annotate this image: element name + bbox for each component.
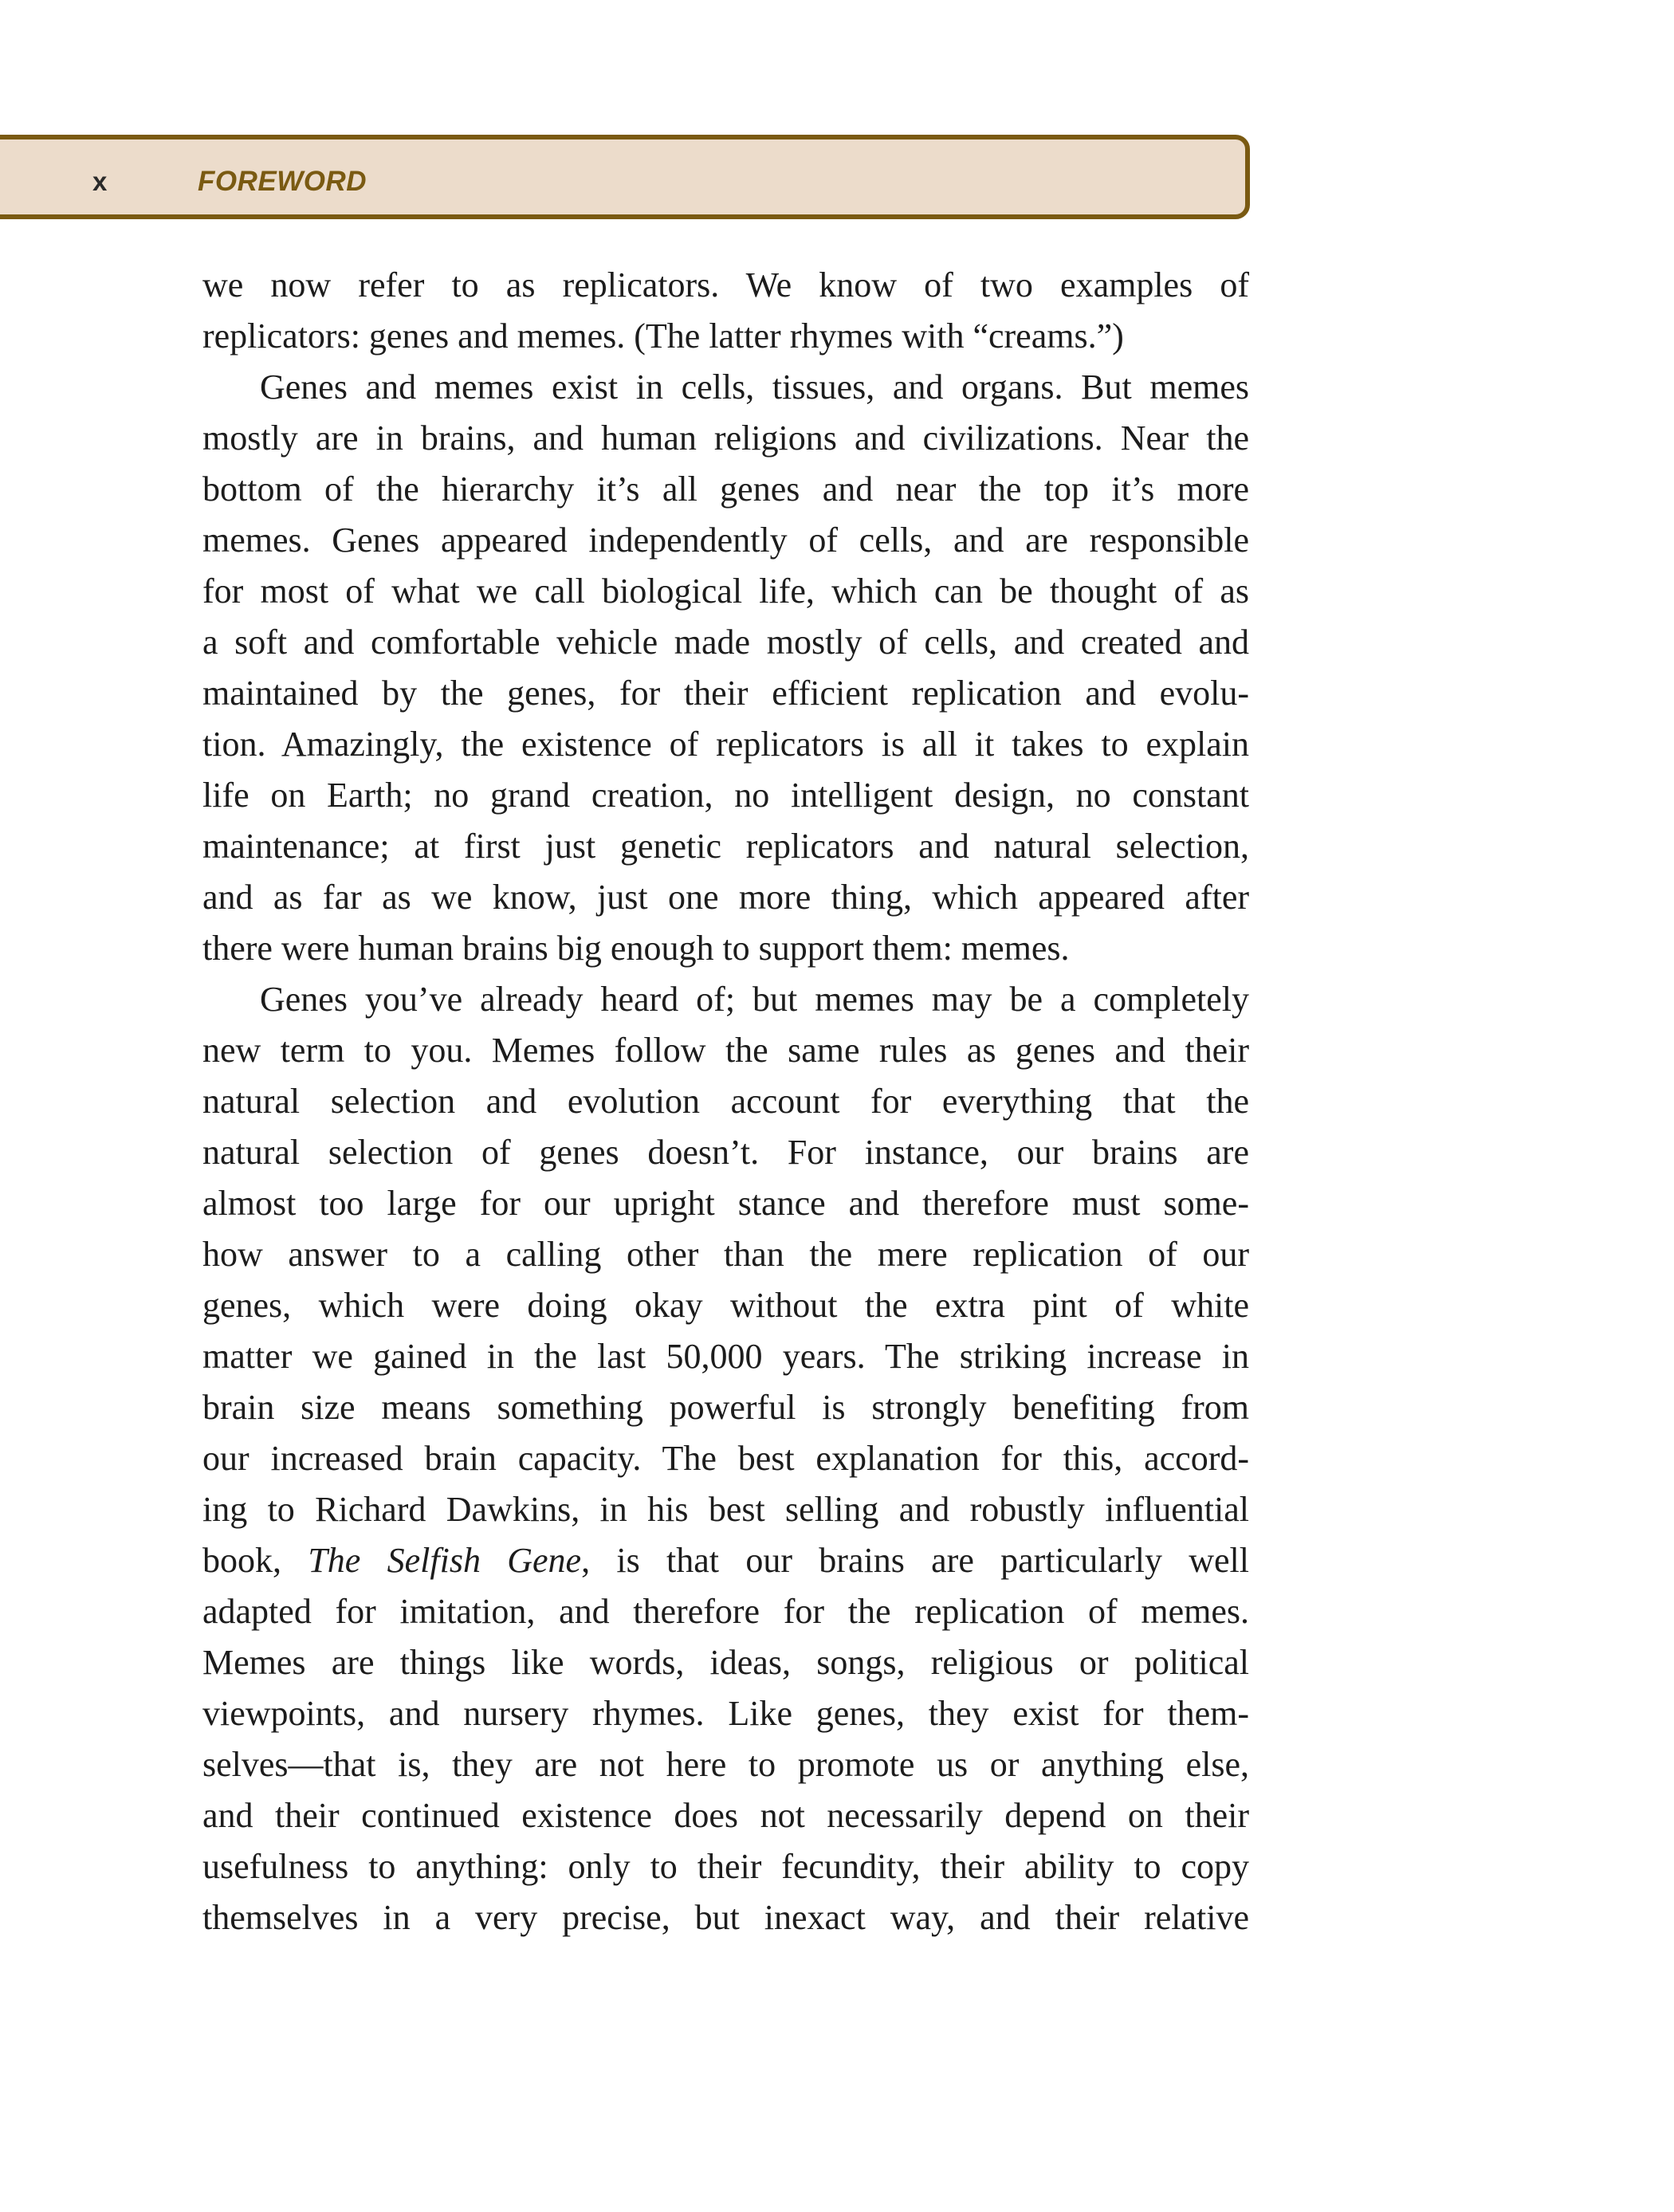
text-line: mostly are in brains, and human religions and civilizations. Near the — [202, 418, 1249, 458]
text-line: there were human brains big enough to support them: memes. — [202, 929, 1070, 968]
text-line: memes. Genes appeared independently of cells, and are responsible — [202, 521, 1249, 560]
book-line-after: , is that our brains are particularly well — [581, 1541, 1250, 1580]
text-line: ing to Richard Dawkins, in his best selling and robustly influential — [202, 1490, 1249, 1529]
book-line-before: book, — [202, 1541, 281, 1580]
text-line: Genes and memes exist in cells, tissues, and organs. But memes — [260, 367, 1249, 407]
running-head-title: FOREWORD — [198, 166, 367, 197]
page-number: x — [92, 167, 108, 196]
text-line-book-title — [202, 1535, 1249, 1586]
text-line: viewpoints, and nursery rhymes. Like genes, they exist for them- — [202, 1694, 1249, 1733]
text-line: maintenance; at first just genetic replicators and natural selection, — [202, 827, 1249, 866]
text-line: themselves in a very precise, but inexact way, and their relative — [202, 1898, 1249, 1937]
text-line: bottom of the hierarchy it’s all genes and near the top it’s more — [202, 470, 1249, 509]
text-line: natural selection and evolution account for everything that the — [202, 1082, 1249, 1121]
text-line: matter we gained in the last 50,000 years. The striking increase in — [202, 1337, 1249, 1376]
text-line: how answer to a calling other than the mere replication of our — [202, 1235, 1249, 1274]
text-line: our increased brain capacity. The best explanation for this, accord- — [202, 1439, 1249, 1478]
text-line: and their continued existence does not necessarily depend on their — [202, 1796, 1249, 1835]
text-line: Memes are things like words, ideas, songs, religious or political — [202, 1643, 1249, 1682]
text-line: replicators: genes and memes. (The latter rhymes with “creams.”) — [202, 316, 1124, 356]
body-text — [202, 260, 1249, 1943]
text-line: and as far as we know, just one more thing, which appeared after — [202, 878, 1249, 917]
text-line: maintained by the genes, for their efficient replication and evolu- — [202, 674, 1249, 713]
running-header-bar — [0, 135, 1250, 219]
text-line: we now refer to as replicators. We know of two examples of — [202, 265, 1249, 304]
text-line: tion. Amazingly, the existence of replicators is all it takes to explain — [202, 725, 1249, 764]
text-line: life on Earth; no grand creation, no intelligent design, no constant — [202, 776, 1249, 815]
text-line: Genes you’ve already heard of; but memes may be a completely — [260, 980, 1249, 1019]
text-line: for most of what we call biological life, which can be thought of as — [202, 572, 1249, 611]
text-line: almost too large for our upright stance and therefore must some- — [202, 1184, 1249, 1223]
text-line: new term to you. Memes follow the same rules as genes and their — [202, 1031, 1249, 1070]
book-title: The Selfish Gene — [308, 1541, 582, 1580]
text-line: selves—that is, they are not here to promote us or anything else, — [202, 1745, 1249, 1784]
text-line: a soft and comfortable vehicle made mostly of cells, and created and — [202, 623, 1249, 662]
text-line: natural selection of genes doesn’t. For instance, our brains are — [202, 1133, 1249, 1172]
text-line: usefulness to anything: only to their fecundity, their ability to copy — [202, 1847, 1249, 1886]
text-line: adapted for imitation, and therefore for the replication of memes. — [202, 1592, 1249, 1631]
text-line: brain size means something powerful is strongly benefiting from — [202, 1388, 1249, 1427]
text-line: genes, which were doing okay without the extra pint of white — [202, 1286, 1249, 1325]
